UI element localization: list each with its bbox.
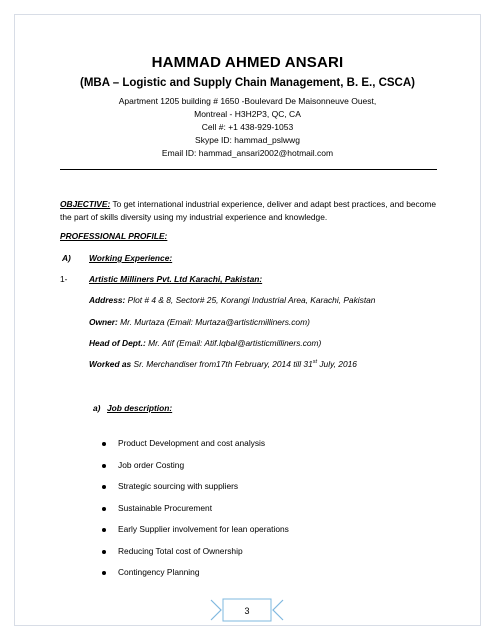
company-owner bbox=[89, 317, 310, 327]
bullet-icon bbox=[102, 550, 106, 554]
owner-value: Mr. Murtaza (Email: Murtaza@artisticmilliners.com) bbox=[117, 317, 310, 327]
address-value: Plot # 4 & 8, Sector# 25, Korangi Industrial Area, Karachi, Pakistan bbox=[125, 295, 376, 305]
worked-period-end: July, 2016 bbox=[317, 359, 357, 369]
page-number-frame bbox=[205, 598, 289, 622]
bullet-icon bbox=[102, 485, 106, 489]
page-number-badge bbox=[205, 598, 289, 622]
job-marker: a) bbox=[93, 403, 101, 413]
company-address bbox=[89, 295, 375, 305]
section-marker: A) bbox=[62, 253, 71, 263]
candidate-name: HAMMAD AHMED ANSARI bbox=[151, 54, 344, 71]
objective-paragraph bbox=[60, 198, 438, 224]
worked-label: Worked as bbox=[89, 359, 132, 369]
candidate-degrees: (MBA – Logistic and Supply Chain Management, B. E., CSCA) bbox=[79, 77, 416, 89]
job-description-heading: Job description: bbox=[107, 403, 173, 413]
head-label: Head of Dept.: bbox=[89, 338, 146, 348]
skype-id: Skype ID: hammad_pslwwg bbox=[195, 135, 300, 145]
objective-label: OBJECTIVE: bbox=[60, 199, 111, 209]
bullet-icon bbox=[102, 571, 106, 575]
company-marker: 1- bbox=[60, 274, 68, 284]
page-number: 3 bbox=[244, 606, 250, 616]
address-line-1: Apartment 1205 building # 1650 -Boulevard De Maisonneuve Ouest, bbox=[118, 96, 377, 106]
worked-period-start: Sr. Merchandiser from17th February, 2014 till 31 bbox=[131, 359, 313, 369]
head-value: Mr. Atif (Email: Atif.Iqbal@artisticmilliners.com) bbox=[145, 338, 322, 348]
head-of-department bbox=[89, 338, 321, 348]
objective-text: To get international industrial experience, deliver and adapt best practices, and become the part of skills diversity using my industrial experience and knowledge. bbox=[60, 199, 437, 222]
professional-profile-heading: PROFESSIONAL PROFILE: bbox=[60, 231, 168, 241]
worked-as bbox=[89, 359, 357, 369]
address-label: Address: bbox=[89, 295, 126, 305]
company-name: Artistic Milliners Pvt. Ltd Karachi, Pakistan: bbox=[89, 274, 263, 284]
address-line-2: Montreal - H3H2P3, QC, CA bbox=[194, 109, 301, 119]
bullet-icon bbox=[102, 507, 106, 511]
bullet-icon bbox=[102, 442, 106, 446]
header-divider bbox=[60, 169, 437, 170]
working-experience-heading: Working Experience: bbox=[89, 253, 173, 263]
bullet-icon bbox=[102, 464, 106, 468]
worked-period-suffix: st bbox=[312, 359, 318, 366]
cell-number: Cell #: +1 438-929-1053 bbox=[201, 122, 294, 132]
owner-label: Owner: bbox=[89, 317, 118, 327]
bullet-icon bbox=[102, 528, 106, 532]
email-id: Email ID: hammad_ansari2002@hotmail.com bbox=[161, 148, 334, 158]
